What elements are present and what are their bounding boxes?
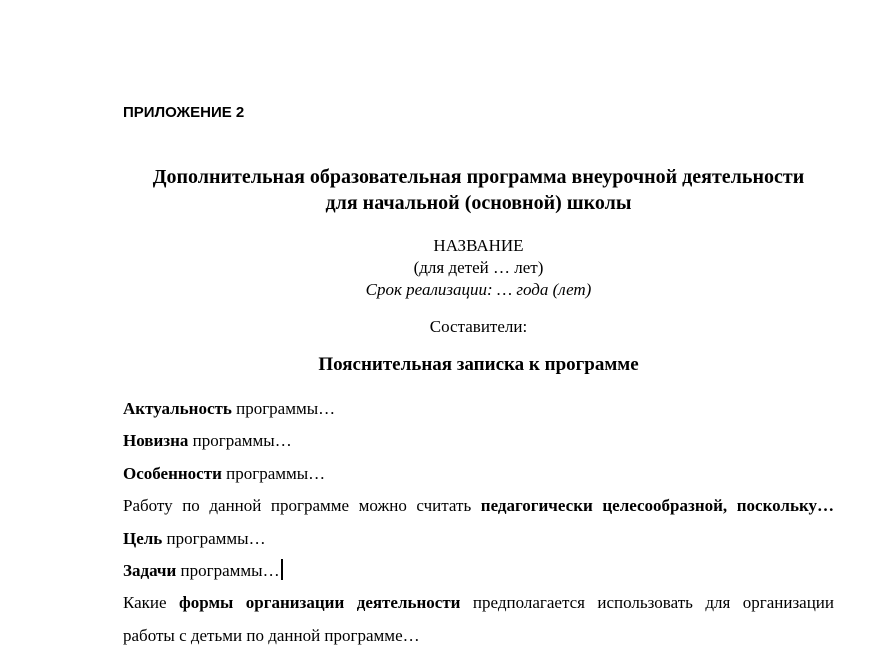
text-caret <box>281 559 283 580</box>
compilers-label: Составители: <box>429 317 528 336</box>
bold-term: Особенности <box>123 463 222 483</box>
paragraph-text: программы… <box>221 463 326 483</box>
program-header-block <box>123 235 834 301</box>
children-age-line: (для детей … лет) <box>413 258 544 277</box>
paragraph-text: программы… <box>176 561 280 581</box>
paragraph-forms-line-1[interactable] <box>123 587 834 619</box>
body-text[interactable] <box>123 393 834 652</box>
section-heading: Пояснительная записка к программе <box>318 354 639 375</box>
bold-term: Новизна <box>123 431 189 451</box>
bold-term: Цель <box>123 528 163 548</box>
program-name-placeholder: НАЗВАНИЕ <box>433 236 524 255</box>
paragraph-text: предполагается использовать для организации <box>460 593 834 613</box>
title-line-1: Дополнительная образовательная программа внеурочной деятельности <box>152 166 805 188</box>
title-line-2: для начальной (основной) школы <box>325 192 632 214</box>
bold-term: формы организации деятельности <box>179 593 461 613</box>
paragraph-forms-line-2[interactable] <box>123 620 834 652</box>
duration-line: Срок реализации: … года (лет) <box>365 280 592 299</box>
paragraph-text: программы… <box>162 528 266 548</box>
paragraph-text: Работу по данной программе можно считать <box>123 496 481 516</box>
paragraph-text: работы с детьми по данной программе… <box>123 625 420 645</box>
paragraph-tasks[interactable] <box>123 555 834 587</box>
document-title <box>123 164 834 216</box>
paragraph-goal[interactable] <box>123 523 834 555</box>
paragraph-features[interactable] <box>123 458 834 490</box>
bold-term: Актуальность <box>123 399 232 418</box>
appendix-label: ПРИЛОЖЕНИЕ 2 <box>123 104 245 121</box>
paragraph-text: Какие <box>123 593 180 613</box>
bold-term: педагогически целесообразной, поскольку… <box>480 496 834 516</box>
paragraph-text: программы… <box>231 399 336 418</box>
paragraph-expediency[interactable] <box>123 490 834 522</box>
paragraph-text: программы… <box>188 431 292 451</box>
paragraph-novelty[interactable] <box>123 425 834 457</box>
bold-term: Задачи <box>123 561 177 581</box>
paragraph-relevance[interactable] <box>123 393 834 425</box>
